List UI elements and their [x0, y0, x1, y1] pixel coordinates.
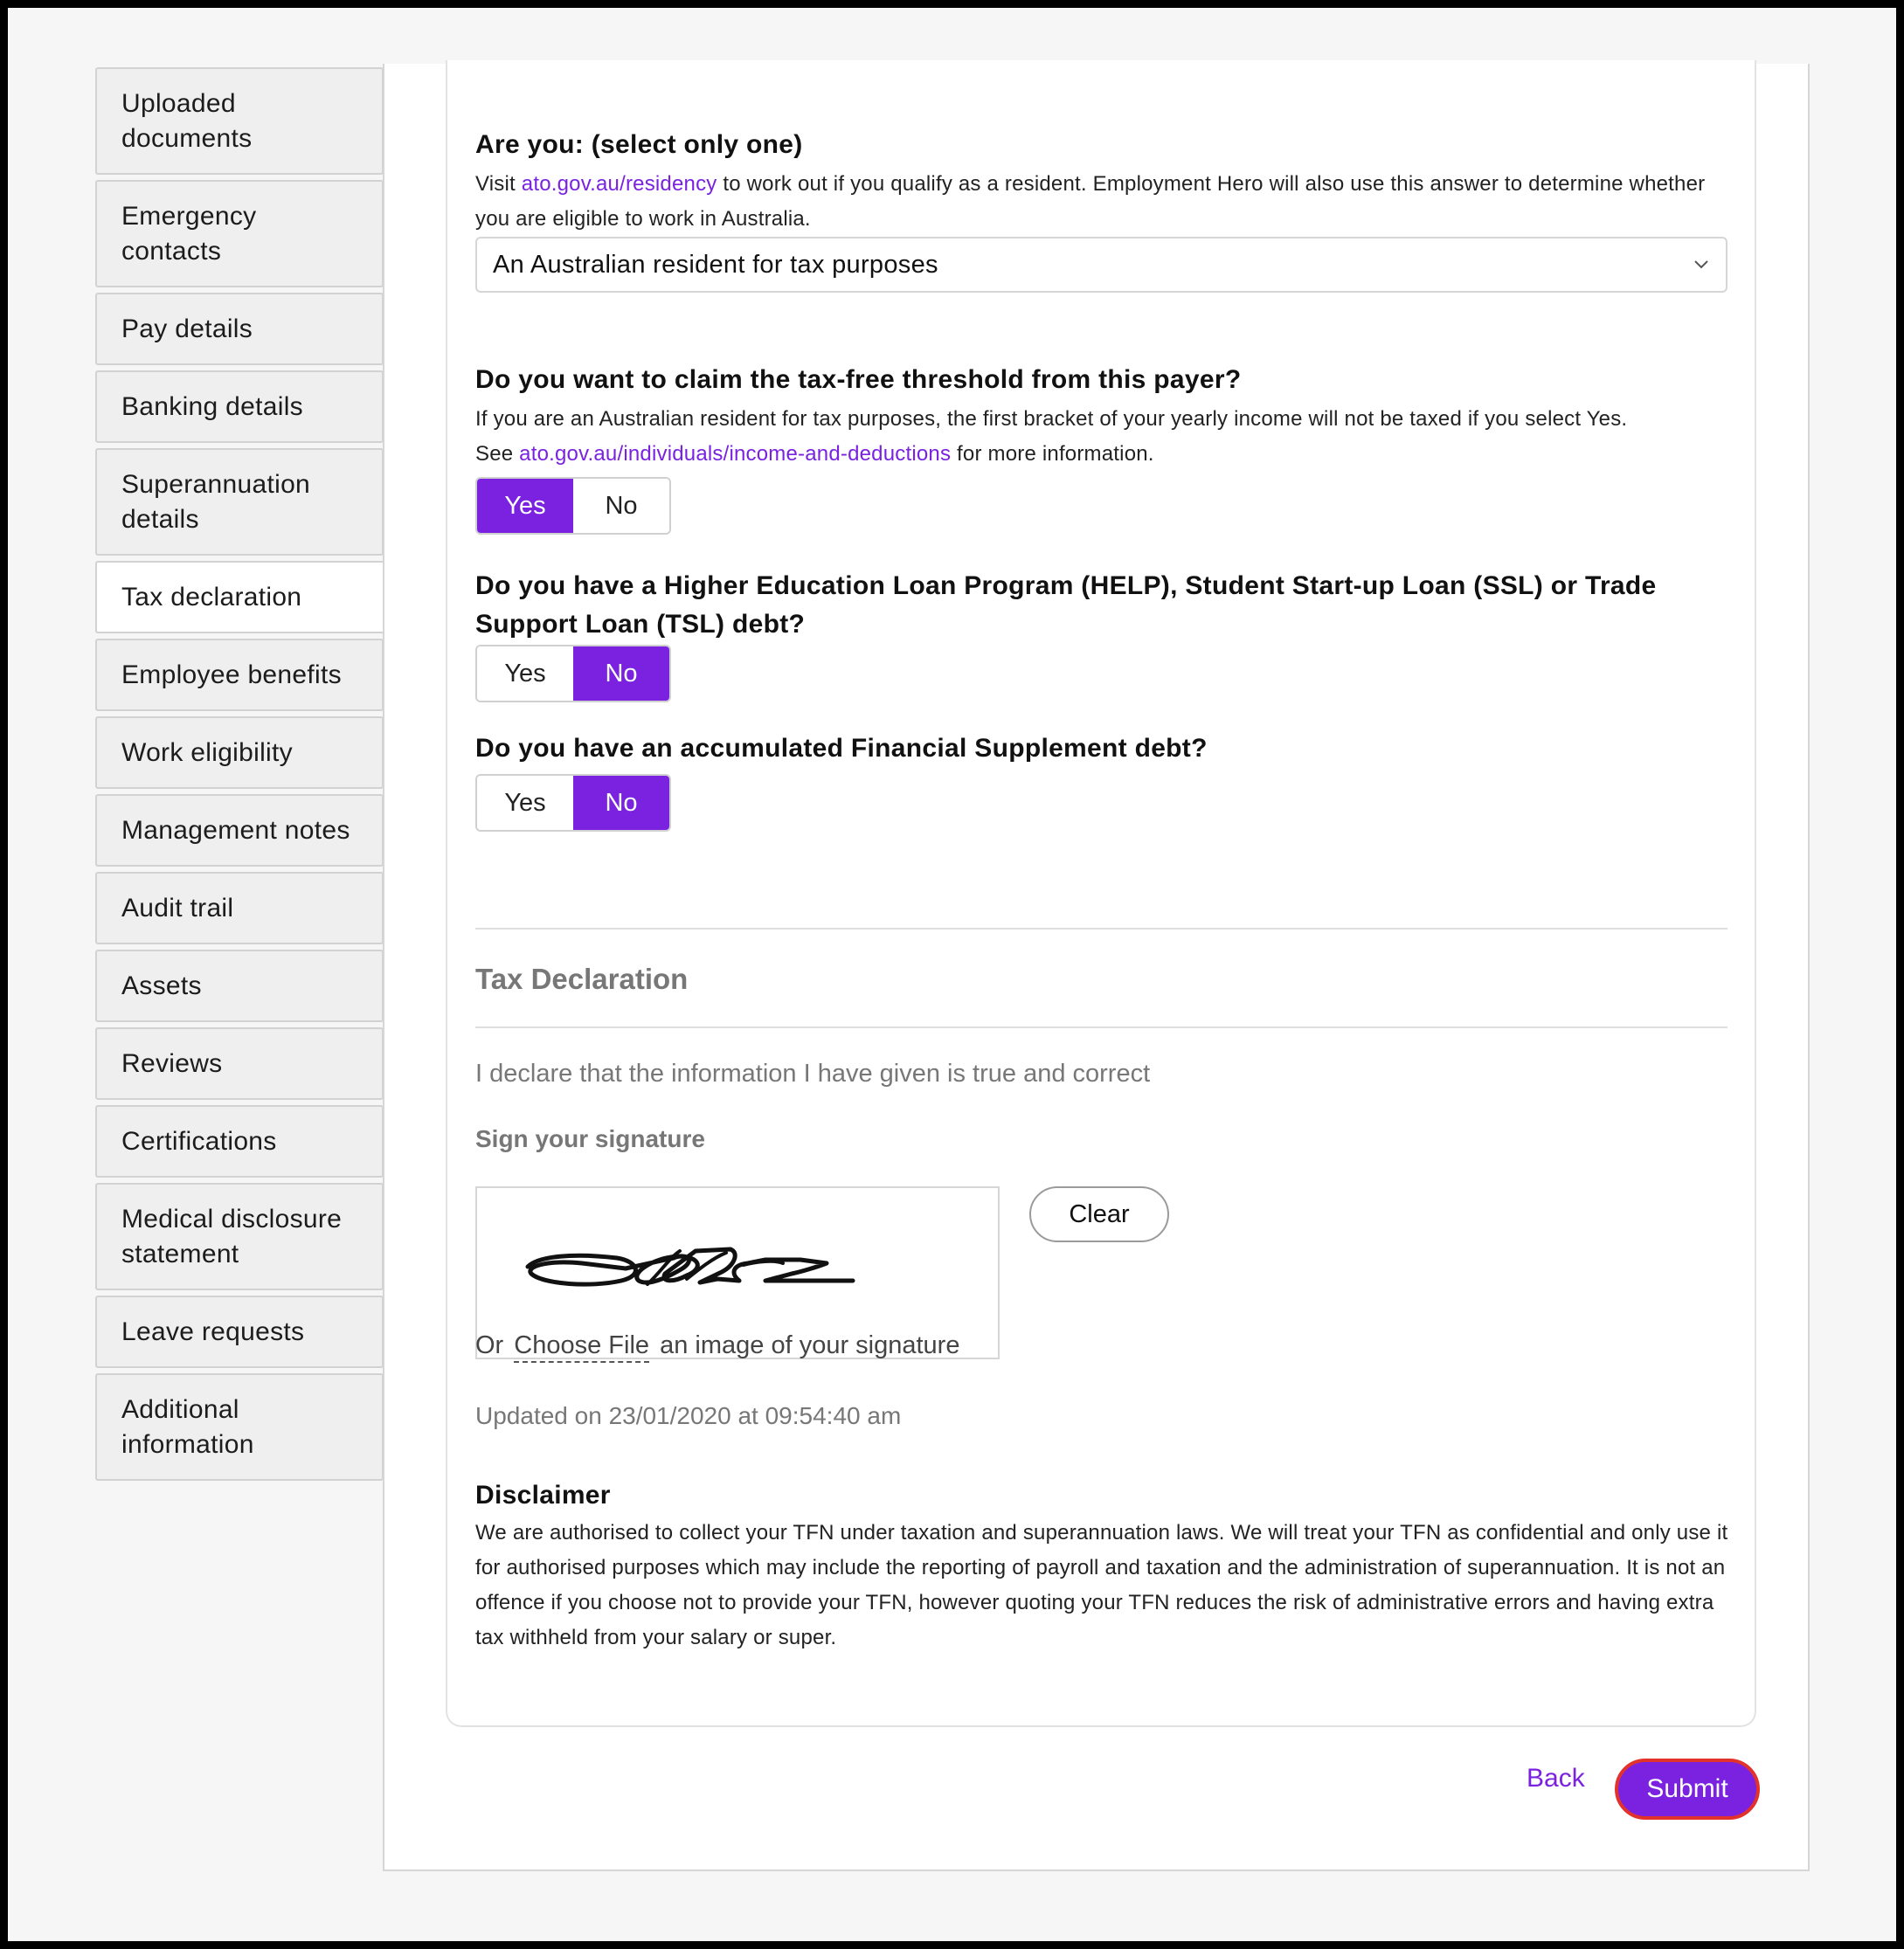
sidebar-item-superannuation-details[interactable] — [95, 448, 384, 556]
sidebar-item-label: Superannuation details — [121, 469, 311, 534]
sidebar-item-pay-details[interactable] — [95, 293, 384, 365]
main-panel — [383, 64, 1810, 1871]
residency-select[interactable] — [475, 237, 1727, 293]
sidebar-item-management-notes[interactable] — [95, 794, 384, 867]
threshold-no-button[interactable]: No — [573, 479, 669, 533]
threshold-help-suffix: for more information. — [951, 442, 1154, 466]
threshold-help-line: If you are an Australian resident for tax purposes, the first bracket of your yearly income will not be taxed if you select Yes. — [475, 407, 1628, 431]
help-debt-question: Do you have a Higher Education Loan Program (HELP), Student Start-up Loan (SSL) or Trade Support Loan (TSL) debt? — [475, 571, 1657, 639]
residency-help — [475, 167, 1734, 237]
choose-file-row — [475, 1331, 959, 1360]
sidebar-item-label: Employee benefits — [121, 660, 342, 689]
sidebar-item-certifications[interactable] — [95, 1105, 384, 1178]
help-debt-yes-button[interactable]: Yes — [477, 646, 573, 701]
sidebar-item-label: Pay details — [121, 314, 253, 343]
help-debt-no-button[interactable]: No — [573, 646, 669, 701]
clear-signature-button[interactable]: Clear — [1029, 1186, 1169, 1242]
sidebar-item-label: Emergency contacts — [121, 201, 257, 266]
sidebar-item-employee-benefits[interactable] — [95, 639, 384, 711]
sidebar-item-label: Audit trail — [121, 893, 234, 923]
sidebar-item-label: Management notes — [121, 815, 350, 845]
residency-help-prefix: Visit — [475, 172, 522, 196]
help-debt-toggle — [475, 645, 671, 702]
or-label: Or — [475, 1331, 504, 1359]
back-link[interactable]: Back — [1527, 1764, 1585, 1793]
submit-button[interactable]: Submit — [1615, 1759, 1760, 1820]
sidebar-item-label: Certifications — [121, 1126, 277, 1156]
threshold-help — [475, 402, 1734, 472]
sidebar-item-label: Tax declaration — [121, 582, 302, 612]
sidebar-item-label: Additional information — [121, 1394, 254, 1459]
tax-declaration-heading: Tax Declaration — [475, 963, 689, 995]
sidebar-item-label: Reviews — [121, 1048, 223, 1078]
updated-timestamp: Updated on 23/01/2020 at 09:54:40 am — [475, 1402, 902, 1429]
residency-help-suffix: to work out if you qualify as a resident. Employment Hero will also use this answer to determine whether you are eligible to work in Australia. — [475, 172, 1706, 231]
section-divider — [475, 928, 1727, 930]
sidebar-item-uploaded-documents[interactable] — [95, 67, 384, 175]
threshold-help-see-line — [475, 437, 1734, 472]
choose-file-suffix: an image of your signature — [660, 1331, 960, 1359]
fs-debt-toggle — [475, 774, 671, 832]
residency-question: Are you: (select only one) — [475, 130, 803, 159]
sidebar-item-additional-information[interactable] — [95, 1373, 384, 1481]
sidebar-item-label: Uploaded documents — [121, 88, 253, 153]
residency-link[interactable]: ato.gov.au/residency — [521, 172, 717, 196]
tax-form-card — [446, 60, 1756, 1727]
choose-file-button[interactable]: Choose File — [514, 1331, 649, 1363]
sidebar-item-label: Work eligibility — [121, 737, 293, 767]
fs-debt-question: Do you have an accumulated Financial Supplement debt? — [475, 734, 1208, 763]
chevron-down-icon — [1693, 259, 1710, 271]
threshold-yes-button[interactable]: Yes — [477, 479, 573, 533]
threshold-question: Do you want to claim the tax-free threshold from this payer? — [475, 365, 1242, 394]
disclaimer-title: Disclaimer — [475, 1481, 611, 1510]
sidebar-item-reviews[interactable] — [95, 1027, 384, 1100]
sidebar-item-label: Banking details — [121, 391, 303, 421]
threshold-link[interactable]: ato.gov.au/individuals/income-and-deductions — [519, 442, 952, 466]
sidebar-item-assets[interactable] — [95, 950, 384, 1022]
threshold-toggle — [475, 477, 671, 535]
sidebar-item-leave-requests[interactable] — [95, 1296, 384, 1368]
disclaimer-body: We are authorised to collect your TFN under taxation and superannuation laws. We will treat your TFN as confidential and only use it for authorised purposes which may include the reporting of payroll and taxation and the administration of superannuation. It is not an offence if you choose not to provide your TFN, however quoting your TFN reduces the risk of administrative errors and having extra tax withheld from your salary or super. — [475, 1521, 1728, 1649]
sidebar-nav — [95, 67, 392, 1486]
fs-debt-no-button[interactable]: No — [573, 776, 669, 830]
window-frame — [8, 8, 1896, 1941]
sidebar-item-label: Assets — [121, 971, 202, 1000]
heading-divider — [475, 1026, 1727, 1028]
sidebar-item-emergency-contacts[interactable] — [95, 180, 384, 287]
sidebar-item-work-eligibility[interactable] — [95, 716, 384, 789]
sidebar-item-tax-declaration[interactable] — [95, 561, 394, 633]
sidebar-item-label: Leave requests — [121, 1317, 305, 1346]
residency-selected-value: An Australian resident for tax purposes — [493, 250, 938, 279]
sidebar-item-audit-trail[interactable] — [95, 872, 384, 944]
threshold-help-see: See — [475, 442, 520, 466]
declaration-statement: I declare that the information I have given is true and correct — [475, 1060, 1151, 1088]
sidebar-item-medical-disclosure-statement[interactable] — [95, 1183, 384, 1290]
sign-label: Sign your signature — [475, 1125, 705, 1152]
fs-debt-yes-button[interactable]: Yes — [477, 776, 573, 830]
sidebar-item-banking-details[interactable] — [95, 370, 384, 443]
sidebar-item-label: Medical disclosure statement — [121, 1204, 343, 1268]
